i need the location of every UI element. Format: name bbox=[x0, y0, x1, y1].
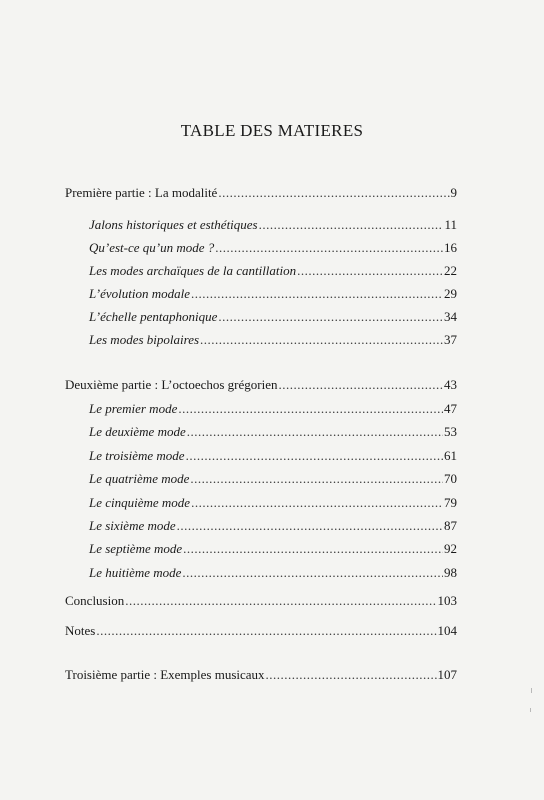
toc-entry-label: L’échelle pentaphonique bbox=[89, 309, 218, 324]
dot-leader bbox=[96, 622, 436, 640]
dot-leader bbox=[218, 308, 443, 326]
toc-entry-page: 61 bbox=[444, 448, 457, 463]
toc-entry-label: Le troisième mode bbox=[89, 448, 185, 463]
dot-leader bbox=[183, 540, 443, 558]
toc-entry-label: Le sixième mode bbox=[89, 518, 176, 533]
scan-mark bbox=[531, 688, 532, 693]
toc-entry-part-3 bbox=[65, 666, 457, 684]
dot-leader bbox=[259, 216, 444, 234]
toc-entry-page: 11 bbox=[444, 217, 457, 232]
toc-entry-label: Qu’est-ce qu’un mode ? bbox=[89, 240, 215, 255]
toc-entry-page: 22 bbox=[444, 263, 457, 278]
toc-entry-page: 34 bbox=[444, 309, 457, 324]
dot-leader bbox=[191, 285, 443, 303]
scan-mark bbox=[530, 708, 531, 712]
toc-entry bbox=[89, 400, 457, 418]
toc-entry bbox=[89, 285, 457, 303]
toc-entry-label: Première partie : La modalité bbox=[65, 185, 218, 200]
toc-entry-page: 16 bbox=[444, 240, 457, 255]
toc-entry-conclusion bbox=[65, 592, 457, 610]
toc-entry-label: Le cinquième mode bbox=[89, 495, 191, 510]
toc-entry-page: 107 bbox=[437, 667, 457, 682]
dot-leader bbox=[297, 262, 443, 280]
toc-entry bbox=[89, 423, 457, 441]
dot-leader bbox=[200, 331, 443, 349]
toc-entry bbox=[89, 216, 457, 234]
toc-entry-label: Le deuxième mode bbox=[89, 424, 186, 439]
toc-entry bbox=[89, 239, 457, 257]
toc-entry-page: 92 bbox=[444, 541, 457, 556]
toc-entry-page: 79 bbox=[444, 495, 457, 510]
toc-entry-page: 43 bbox=[444, 377, 457, 392]
page-title: TABLE DES MATIERES bbox=[180, 121, 364, 140]
toc-entry-page: 87 bbox=[444, 518, 457, 533]
toc-entry-label: Le septième mode bbox=[89, 541, 183, 556]
toc-entry bbox=[89, 262, 457, 280]
dot-leader bbox=[215, 239, 443, 257]
toc-entry-label: Les modes archaïques de la cantillation bbox=[89, 263, 297, 278]
toc-entry-page: 37 bbox=[444, 332, 457, 347]
dot-leader bbox=[266, 666, 437, 684]
toc-entry-page: 9 bbox=[450, 185, 457, 200]
toc-entry-label: Conclusion bbox=[65, 593, 125, 608]
toc-entry bbox=[89, 308, 457, 326]
toc-entry-label: Le quatrième mode bbox=[89, 471, 190, 486]
toc-entry-page: 70 bbox=[444, 471, 457, 486]
toc-entry-page: 29 bbox=[444, 286, 457, 301]
dot-leader bbox=[125, 592, 436, 610]
toc-entry-page: 103 bbox=[437, 593, 457, 608]
dot-leader bbox=[279, 376, 444, 394]
dot-leader bbox=[186, 447, 443, 465]
toc-entry-label: Les modes bipolaires bbox=[89, 332, 200, 347]
toc-entry bbox=[89, 470, 457, 488]
dot-leader bbox=[182, 564, 443, 582]
toc-entry-label: Notes bbox=[65, 623, 96, 638]
dot-leader bbox=[218, 184, 449, 202]
toc-entry-label: Le huitième mode bbox=[89, 565, 182, 580]
dot-leader bbox=[177, 517, 443, 535]
toc-entry-page: 104 bbox=[437, 623, 457, 638]
toc-entry-page: 47 bbox=[444, 401, 457, 416]
toc-entry-label: Jalons historiques et esthétiques bbox=[89, 217, 258, 232]
dot-leader bbox=[191, 494, 443, 512]
toc-entry-notes bbox=[65, 622, 457, 640]
toc-entry-part-1 bbox=[65, 184, 457, 202]
toc-entry bbox=[89, 331, 457, 349]
toc-entry bbox=[89, 517, 457, 535]
toc-entry bbox=[89, 447, 457, 465]
dot-leader bbox=[190, 470, 443, 488]
toc-entry bbox=[89, 494, 457, 512]
toc-entry-label: Deuxième partie : L’octoechos grégorien bbox=[65, 377, 278, 392]
toc-entry-page: 98 bbox=[444, 565, 457, 580]
toc-entry-label: Le premier mode bbox=[89, 401, 178, 416]
toc-entry bbox=[89, 540, 457, 558]
dot-leader bbox=[178, 400, 443, 418]
dot-leader bbox=[187, 423, 443, 441]
toc-entry-label: Troisième partie : Exemples musicaux bbox=[65, 667, 265, 682]
toc-entry-label: L’évolution modale bbox=[89, 286, 190, 301]
toc-entry bbox=[89, 564, 457, 582]
toc-entry-page: 53 bbox=[444, 424, 457, 439]
toc-entry-part-2 bbox=[65, 376, 457, 394]
